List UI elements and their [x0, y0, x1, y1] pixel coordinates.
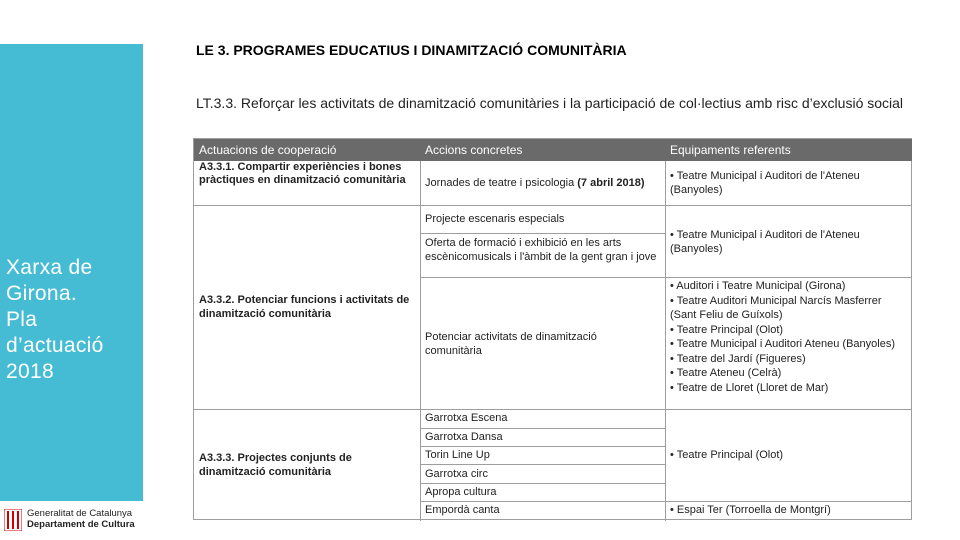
row-divider [420, 233, 665, 234]
row-divider [420, 205, 665, 206]
logo-line-2: Departament de Cultura [27, 519, 135, 530]
header-actuacions: Actuacions de cooperació [194, 139, 420, 161]
actuacio-cell-2: A3.3.2. Potenciar funcions i activitats de dinamització comunitària [199, 294, 410, 320]
sidebar-title: Xarxa de Girona. Pla d’actuació 2018 [6, 256, 104, 383]
equipament-cell-4: • Teatre Principal (Olot) [670, 449, 784, 461]
row-divider [420, 464, 665, 465]
accio-cell-6: Garrotxa Dansa [425, 431, 503, 443]
accio-cell-5: Garrotxa Escena [425, 412, 508, 424]
accio-text: Jornades de teatre i psicologia [425, 177, 578, 189]
row-divider [665, 277, 912, 278]
row-divider [420, 501, 665, 502]
equipament-cell-5: • Espai Ter (Torroella de Montgrí) [670, 504, 831, 516]
sidebar-panel [0, 44, 143, 501]
accio-cell-8: Garrotxa circ [425, 468, 488, 480]
generalitat-logo [2, 506, 142, 534]
row-divider [420, 277, 665, 278]
accio-cell-10: Empordà canta [425, 504, 500, 516]
row-divider [420, 409, 665, 410]
row-divider [665, 205, 912, 206]
page-subtitle: LT.3.3. Reforçar les activitats de dinamització comunitàries i la participació de col·lectius amb risc d’exclusió social [196, 95, 904, 111]
equipament-cell-3: • Auditori i Teatre Municipal (Girona) • Teatre Auditori Municipal Narcís Masferrer (Sant Feliu de Guíxols) • Teatre Principal (Olot) • Teatre Municipal i Auditori Ateneu (Banyoles) • Teatre del Jardí (Figueres) • Teatre Ateneu (Celrà) • Teatre de Lloret (Lloret de Mar) [670, 280, 895, 394]
header-equipaments: Equipaments referents [665, 139, 912, 161]
row-divider [665, 409, 912, 410]
row-divider [665, 501, 912, 502]
equipament-cell-1: • Teatre Municipal i Auditori de l'Ateneu (Banyoles) [670, 170, 860, 196]
accio-cell-4: Potenciar activitats de dinamització comunitària [425, 331, 597, 357]
header-accions: Accions concretes [420, 139, 665, 161]
accio-cell-3: Oferta de formació i exhibició en les arts escènicomusicals i l'àmbit de la gent gran i jove [425, 237, 657, 263]
row-divider [420, 428, 665, 429]
accio-cell-2: Projecte escenaris especials [425, 213, 565, 225]
cooperation-table [193, 138, 912, 520]
generalitat-emblem-icon [4, 509, 22, 531]
logo-line-1: Generalitat de Catalunya [27, 508, 133, 519]
row-divider [420, 483, 665, 484]
row-divider [194, 205, 420, 206]
row-divider [194, 409, 420, 410]
column-divider [665, 161, 666, 521]
actuacio-cell-3: A3.3.3. Projectes conjunts de dinamització comunitària [199, 452, 352, 478]
row-divider [420, 446, 665, 447]
column-divider [420, 161, 421, 521]
page-title: LE 3. PROGRAMES EDUCATIUS I DINAMITZACIÓ COMUNITÀRIA [196, 42, 627, 58]
accio-cell-7: Torin Line Up [425, 449, 490, 461]
accio-date: (7 abril 2018) [577, 177, 645, 189]
accio-cell-9: Apropa cultura [425, 486, 497, 498]
accio-cell-1 [425, 176, 665, 190]
equipament-cell-2: • Teatre Municipal i Auditori de l'Ateneu (Banyoles) [670, 229, 860, 255]
actuacio-cell-1: A3.3.1. Compartir experiències i bones pràctiques en dinamització comunitària [199, 161, 406, 186]
